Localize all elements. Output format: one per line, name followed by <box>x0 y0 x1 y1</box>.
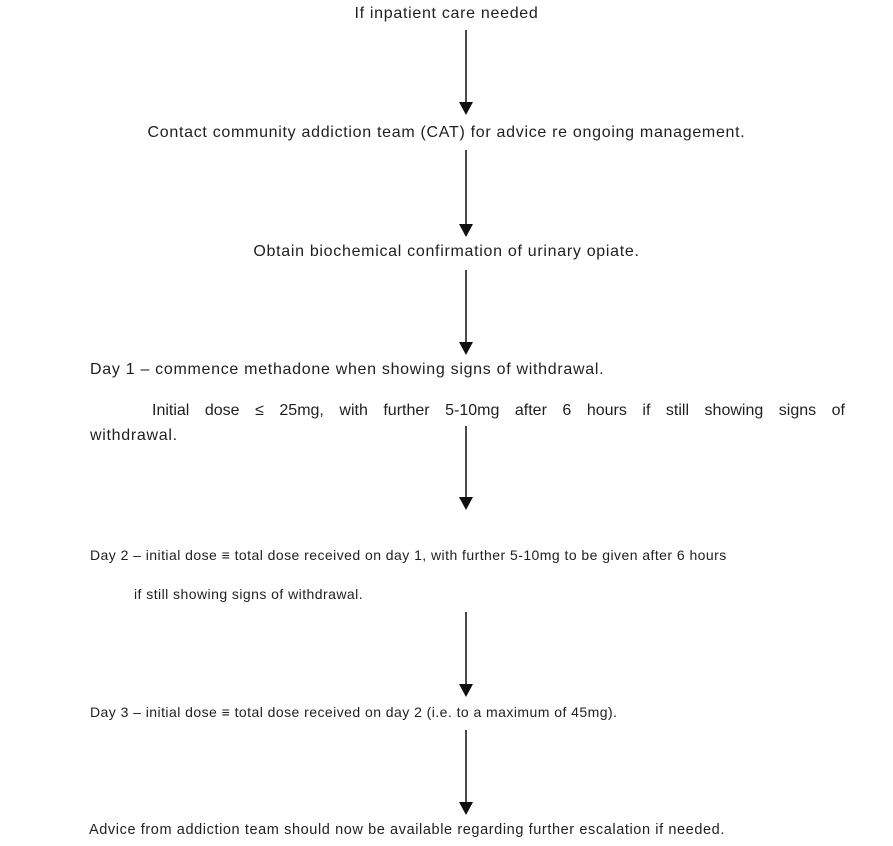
step-day2-heading: Day 2 – initial dose ≡ total dose received on day 1, with further 5-10mg to be given after 6 hours <box>90 547 727 563</box>
flow-arrow-2 <box>459 150 473 237</box>
step-day1-dose-line: Initial dose ≤ 25mg, with further 5-10mg after 6 hours if still showing signs of <box>152 402 845 419</box>
arrow-head-icon <box>459 497 473 510</box>
flow-arrow-4 <box>459 426 473 510</box>
step-day2-continuation: if still showing signs of withdrawal. <box>134 586 364 602</box>
step-if-inpatient-care: If inpatient care needed <box>354 5 539 22</box>
step-contact-cat: Contact community addiction team (CAT) for advice re ongoing management. <box>147 124 746 141</box>
arrow-head-icon <box>459 802 473 815</box>
step-final-advice: Advice from addiction team should now be available regarding further escalation if needed. <box>89 822 725 838</box>
arrow-shaft <box>465 612 467 684</box>
flow-arrow-3 <box>459 270 473 355</box>
arrow-head-icon <box>459 684 473 697</box>
arrow-shaft <box>465 426 467 497</box>
arrow-head-icon <box>459 102 473 115</box>
flow-arrow-5 <box>459 612 473 697</box>
flow-arrow-6 <box>459 730 473 815</box>
step-day3: Day 3 – initial dose ≡ total dose received on day 2 (i.e. to a maximum of 45mg). <box>90 704 618 720</box>
step-day1-withdrawal-line: withdrawal. <box>90 427 178 444</box>
flow-arrow-1 <box>459 30 473 115</box>
arrow-shaft <box>465 270 467 342</box>
arrow-shaft <box>465 30 467 102</box>
arrow-head-icon <box>459 342 473 355</box>
arrow-head-icon <box>459 224 473 237</box>
arrow-shaft <box>465 730 467 802</box>
step-biochemical-confirmation: Obtain biochemical confirmation of urinary opiate. <box>253 243 640 260</box>
step-day1-heading: Day 1 – commence methadone when showing signs of withdrawal. <box>90 361 605 378</box>
arrow-shaft <box>465 150 467 224</box>
